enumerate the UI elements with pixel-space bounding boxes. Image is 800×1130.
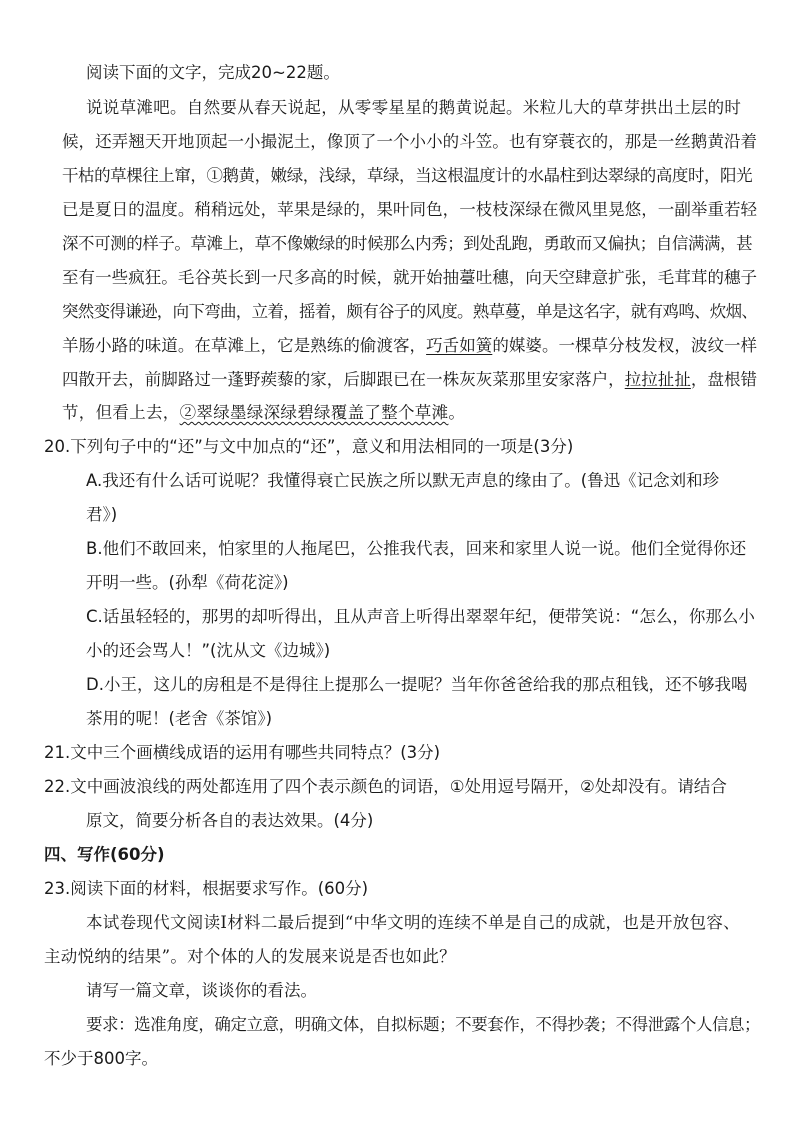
writing-prompt: 请写一篇文章，谈谈你的看法。 — [86, 981, 317, 1000]
option-a-line-1: A.我还有什么话可说呢？我懂得衰亡民族之所以默无声息的缘由了。(鲁迅《记念刘和珍 — [86, 471, 720, 490]
section-4-heading: 四、写作(60分) — [44, 845, 165, 864]
passage-line-5: 深不可测的样子。草滩上，草不像嫩绿的时候那么内秀；到处乱跑，勇敢而又偏执；自信满满，甚 — [62, 234, 753, 253]
passage-line-6: 至有一些疯狂。毛谷英长到一尺多高的时候，就开始抽薹吐穗，向天空肆意扩张，毛茸茸的穗子 — [62, 268, 758, 287]
passage-text: 。 — [448, 403, 466, 422]
requirements-line-2: 不少于800字。 — [44, 1049, 158, 1068]
requirements-line-1: 要求：选准角度，确定立意，明确文体，自拟标题；不要套作，不得抄袭；不得泄露个人信息； — [86, 1015, 761, 1034]
option-b-line-2: 开明一些。(孙犁《荷花淀》) — [86, 573, 289, 592]
underlined-idiom: 拉拉扯扯 — [624, 370, 691, 389]
passage-text: 的媒婆。一棵草分枝发杈，波纹一样 — [492, 336, 758, 355]
option-c-line-1: C.话虽轻轻的，那男的却听得出，且从声音上听得出翠翠年纪，便带笑说：“怎么，你那么小 — [86, 607, 755, 626]
question-21: 21.文中三个画横线成语的运用有哪些共同特点？(3分) — [44, 743, 441, 762]
passage-text: 节，但看上去， — [62, 403, 180, 422]
material-line-1: 本试卷现代文阅读Ⅰ材料二最后提到“中华文明的连续不单是自己的成就，也是开放包容、 — [86, 913, 740, 932]
passage-text: 四散开去，前脚路过一蓬野蒺藜的家，后脚跟已在一株灰灰菜那里安家落户， — [62, 370, 625, 389]
section-intro: 阅读下面的文字，完成20~22题。 — [86, 63, 340, 82]
passage-line-4: 已是夏日的温度。稍稍远处，苹果是绿的，果叶同色，一枝枝深绿在微风里晃悠，一副举重若轻 — [62, 200, 758, 219]
question-22-line-1: 22.文中画波浪线的两处都连用了四个表示颜色的词语，①处用逗号隔开，②处却没有。请结合 — [44, 777, 727, 796]
passage-line-1: 说说草滩吧。自然要从春天说起，从零零星星的鹅黄说起。米粒儿大的草芽拱出土层的时 — [86, 98, 742, 117]
passage-line-3: 干枯的草棵往上窜，①鹅黄，嫩绿，浅绿，草绿，当这根温度计的水晶柱到达翠绿的高度时，阳光 — [62, 166, 753, 185]
question-20-stem: 20.下列句子中的“还”与文中加点的“还”，意义和用法相同的一项是(3分) — [44, 437, 574, 456]
option-b-line-1: B.他们不敢回来，怕家里的人拖尾巴，公推我代表，回来和家里人说一说。他们全觉得你还 — [86, 539, 747, 558]
passage-line-8 — [62, 335, 757, 357]
option-a-line-2: 君》) — [86, 505, 118, 524]
question-22-line-2: 原文，简要分析各自的表达效果。(4分) — [86, 811, 374, 830]
wavy-underlined-phrase: ②翠绿墨绿深绿碧绿覆盖了整个草滩 — [179, 403, 449, 422]
material-line-2: 主动悦纳的结果”。对个体的人的发展来说是否也如此？ — [44, 947, 456, 966]
passage-line-2: 候，还弄翘天开地顶起一小撮泥土，像顶了一个小小的斗笠。也有穿蓑衣的，那是一丝鹅黄沿着 — [62, 132, 758, 151]
question-23-stem: 23.阅读下面的材料，根据要求写作。(60分) — [44, 879, 369, 898]
underlined-idiom: 巧舌如簧 — [426, 336, 493, 355]
option-d-line-2: 茶用的呢！(老舍《茶馆》) — [86, 709, 273, 728]
passage-line-7: 突然变得谦逊，向下弯曲，立着，摇着，颇有谷子的风度。熟草蔓，单是这名字，就有鸡鸣、炊烟、 — [62, 302, 758, 321]
passage-line-10 — [62, 402, 465, 424]
option-c-line-2: 小的还会骂人！”(沈从文《边城》) — [86, 641, 331, 660]
passage-text: 羊肠小路的味道。在草滩上，它是熟练的偷渡客， — [62, 336, 427, 355]
passage-line-9 — [62, 369, 757, 391]
option-d-line-1: D.小王，这儿的房租是不是得往上提那么一提呢？当年你爸爸给我的那点租钱，还不够我喝 — [86, 675, 748, 694]
passage-text: ，盘根错 — [690, 370, 758, 389]
